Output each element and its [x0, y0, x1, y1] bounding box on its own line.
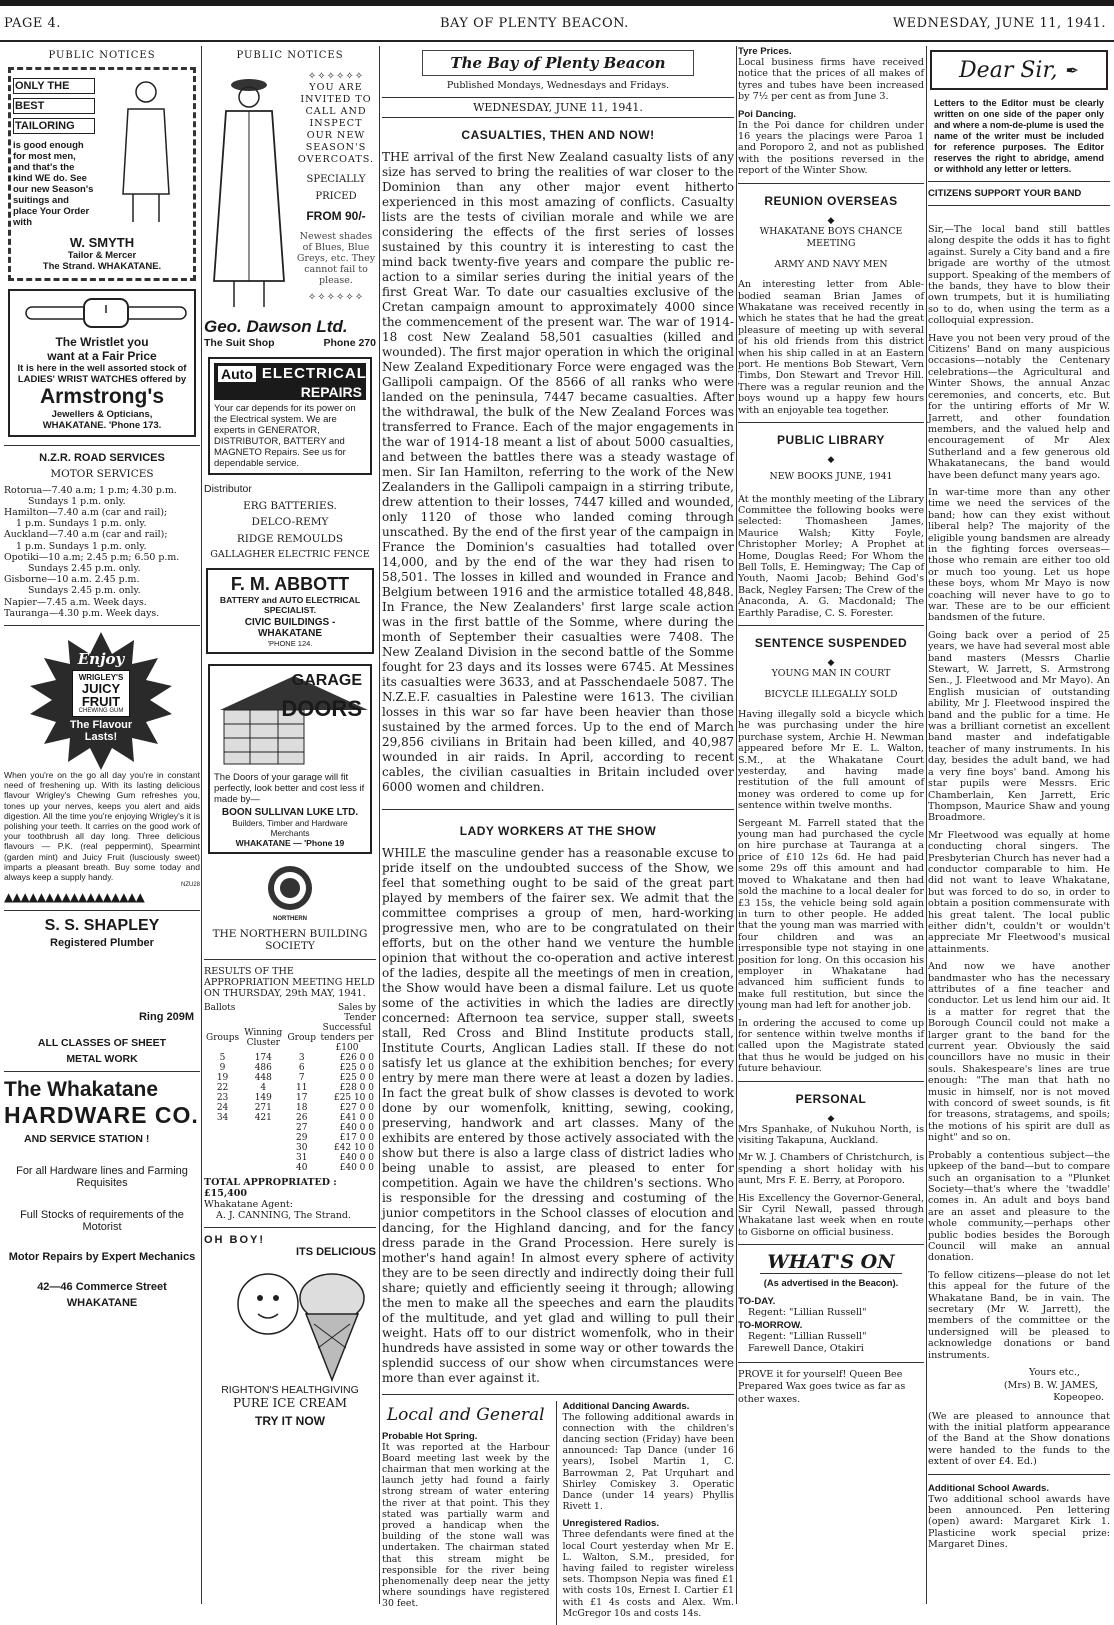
northern-agent: Whakatane Agent:	[204, 1198, 293, 1210]
table-cell	[241, 1123, 285, 1133]
dear-sir-text: Dear Sir,	[959, 57, 1058, 83]
radios-article: Three defendants were fined at the local Court yesterday when Mr E. L. Walton, S.M., presided, for having failed to register wireless sets. Thompson Nepia was fined £1 with costs 10s, Ernest I. Cartier £1 with £1 4s costs and Alex. Wm. McGregor 10s and costs 14s.	[562, 1529, 734, 1619]
garage-word: GARAGE	[291, 671, 362, 689]
table-header: Group	[287, 1032, 316, 1043]
tyre-article: Local business firms have received notice that the prices of all makes of tyres and tubes have been increased by 7½ per cent as from June 3.	[738, 57, 924, 103]
icecream-oh-boy: OH BOY!	[204, 1233, 266, 1246]
dawson-advert: ✧✧✧✧✧✧ YOU ARE INVITED TO CALL AND INSPECT OUR NEW SEASON'S OVERCOATS. SPECIALLY PRICED FROM 90/- Newest shades of Blues, Blue Greys, etc. They cannot fail to please. ✧✧✧✧✧✧	[204, 67, 376, 317]
table-cell: 24	[216, 1102, 229, 1113]
smyth-tag-2: BEST	[13, 98, 95, 114]
nzr-title: N.Z.R. ROAD SERVICES	[39, 452, 165, 464]
letter-yours: Yours etc.,	[1028, 1367, 1080, 1378]
top-rule	[0, 0, 1114, 6]
dawson-invite: YOU ARE INVITED TO CALL AND INSPECT OUR NEW SEASON'S OVERCOATS.	[297, 82, 375, 165]
band-para-8: To fellow citizens—please do not let this appeal for the future of the Whakatane Band, be in vain. The secretary (Mr W. Jarrett), the members of the committee or the undersigned will be pleased to acknowledge donations or band instruments.	[928, 1269, 1110, 1361]
northern-total: TOTAL APPROPRIATED : £15,400	[204, 1176, 337, 1199]
shapley-ring: Ring 209M	[138, 1011, 194, 1024]
library-sub: NEW BOOKS JUNE, 1941	[769, 471, 893, 483]
table-cell: £42 10 0	[333, 1142, 374, 1153]
wrigley-brand: WRIGLEY'S	[78, 672, 124, 682]
table-cell: 34	[216, 1112, 229, 1123]
library-article: At the monthly meeting of the Library Committee the following books were selected: Thomasheen James, Maurice Walsh; Kitty Foyle, Christopher Morley; A Prophet at Home, Douglas Reed; For Whom the Bell Tolls, E. Hemingway; The Cap of Youth, Naomi Jacob; Behind God's Back, Negley Farsen; The Crew of the Anaconda, A. G. Macdonald; The Earthly Paradise, C. S. Forester.	[738, 493, 924, 619]
reunion-sub-1: WHAKATANE BOYS CHANCE MEETING	[759, 225, 903, 250]
reunion-sub-2: ARMY AND NAVY MEN	[774, 258, 888, 270]
nzr-line: Napier—7.45 a.m. Week days.	[4, 596, 147, 608]
table-row	[204, 1103, 376, 1113]
column-2	[204, 46, 376, 1604]
hardware-name-1: The Whakatane	[4, 1078, 159, 1102]
letter-place: Kopeopeo.	[1053, 1392, 1104, 1403]
table-cell: 486	[254, 1062, 272, 1073]
abbott-addr: CIVIC BUILDINGS - WHAKATANE	[244, 616, 336, 639]
table-cell: 27	[295, 1122, 308, 1133]
band-para-2: Have you not been very proud of the Citizens' Band on many auspicious occasions—notably the Centenary celebrations—the Agricultural and Winter Shows, the annual Anzac ceremonies, and concerts, etc. But for the untiring efforts of Mr W. Jarrett, and other foundation members, and the valued help and encouragement of Mr Alex Sutherland and a few generous old Whakatanecans, the band would have been defunct many years ago.	[928, 332, 1110, 481]
hardware-line-1: For all Hardware lines and Farming Requisites	[16, 1165, 188, 1190]
doors-word: DOORS	[281, 695, 362, 721]
nzr-timetable	[4, 485, 200, 619]
table-cell: £25 0 0	[339, 1072, 374, 1083]
band-para-7: Probably a contentious subject—the upkeep of the band—but to compare such an organisation to a "Plunket Society—that's where the 'twaddle' comes in. An adult and boys band are an asset and pleasure to the whole community,—perhaps other public bodies besides the Borough Council will make an annual donation.	[928, 1149, 1110, 1264]
abbott-phone: 'PHONE 124.	[267, 638, 313, 648]
hardware-line-2: Full Stocks of requirements of the Motorist	[20, 1209, 184, 1234]
page-number: PAGE 4.	[4, 16, 61, 31]
tailor-figure-icon	[103, 74, 189, 224]
shapley-sub: Registered Plumber	[50, 937, 154, 950]
table-cell: £40 0 0	[339, 1122, 374, 1133]
radios-heading: Unregistered Radios.	[562, 1518, 659, 1530]
auto-word: Auto	[218, 366, 256, 382]
table-cell: 30	[295, 1142, 308, 1153]
wrigley-code: NZU28	[180, 882, 200, 889]
table-cell: 18	[295, 1102, 308, 1113]
wrigley-slogan-2: Lasts!	[84, 730, 118, 743]
boon-sub: Builders, Timber and Hardware Merchants	[232, 817, 348, 838]
table-cell: 31	[295, 1152, 308, 1163]
column-rule	[201, 46, 202, 1604]
whats-on-heading: WHAT'S ON	[760, 1251, 902, 1274]
band-para-3: In war-time more than any other time we need the services of the band; how can they exist without liberal help? The majority of the eligible young bandsmen are already in the fighting forces overseas—those who remain are either too old or much too young. Let us hope these boys, whom Mr Mayo is now coaching will never have to go to war. These are to be our efficient bandsmen of the future.	[928, 486, 1110, 624]
public-notices-header: PUBLIC NOTICES	[236, 50, 344, 61]
column-1	[4, 46, 200, 1604]
hot-spring-article: It was reported at the Harbour Board meeting last week by the chairman that men working at the launch jetty had found a fairly strong stream of water entering the river at that point. This they stated was partially warm and proved a handicap when the building of the stone wall was undertaken. The chairman stated that this stream might be responsible for the river being phenomenally deep near the jetty where soundings have registered 30 feet.	[382, 1441, 550, 1610]
today-item: Regent: "Lillian Russell"	[748, 1307, 867, 1319]
table-cell: £26 0 0	[339, 1052, 374, 1063]
ballots-label: Ballots	[204, 1002, 236, 1013]
smyth-addr: The Strand. WHAKATANE.	[42, 261, 162, 272]
table-cell: 11	[295, 1082, 308, 1093]
hardware-line-3: Motor Repairs by Expert Mechanics	[8, 1251, 196, 1264]
today-label: TO-DAY.	[738, 1296, 776, 1308]
table-cell	[204, 1123, 241, 1133]
beacon-title: The Bay of Plenty Beacon	[422, 50, 694, 76]
smyth-advert	[8, 67, 196, 281]
tomorrow-label: TO-MORROW.	[738, 1319, 803, 1331]
paper-name: BAY OF PLENTY BEACON.	[440, 16, 629, 31]
dawson-phone: Phone 270	[323, 337, 376, 349]
dancing-awards-article: The following additional awards in connection with the children's dancing section (Friday) have been announced: Tap Dance (under 16 years), Isobel Martin 1, C. Barrowman 2, Pat Urquhart and Shirley Comiskey 3. Operatic Dance (under 14 years) Phyllis Rivett 1.	[562, 1411, 734, 1513]
hot-spring-heading: Probable Hot Spring.	[382, 1430, 478, 1442]
sentence-para-2: Sergeant M. Farrell stated that the young man had purchased the cycle on hire purchase at Tauranga at a price of £10 12s 6d. He had paid some 29s off this amount and had moved to Whakatane and then had sold the machine to a local dealer for £3 15s, the vehicle being sold again in turn to other people. He added that the young man was married with four children and was an irresponsible type not staying in one position for long. On this occasion his employer in Whakatane had advanced him sufficient funds to make full restitution, but since the young man had left for another job.	[738, 817, 924, 1012]
table-row	[204, 1093, 376, 1103]
tomorrow-item-1: Regent: "Lillian Russell"	[748, 1330, 867, 1342]
sales-label-2: Tender	[344, 1012, 376, 1023]
masthead	[0, 0, 1114, 42]
table-cell: £40 0 0	[339, 1162, 374, 1173]
issue-date: WEDNESDAY, JUNE 11, 1941.	[892, 16, 1106, 31]
table-cell	[241, 1133, 285, 1143]
icecream-cone-icon	[214, 1264, 374, 1382]
table-row	[204, 1143, 376, 1153]
dawson-from: FROM 90/-	[306, 209, 366, 223]
table-cell: 7	[298, 1072, 305, 1083]
smyth-sub: Tailor & Mercer	[67, 250, 137, 261]
local-general-heading: Local and General	[386, 1404, 545, 1425]
table-cell: 5	[219, 1052, 226, 1063]
personal-heading: PERSONAL	[795, 1091, 867, 1106]
auto-electrical-advert	[208, 357, 372, 475]
dawson-shades: Newest shades of Blues, Blue Greys, etc. They cannot fail to please.	[296, 231, 376, 286]
table-cell: 421	[254, 1112, 272, 1123]
column-5	[928, 46, 1110, 1604]
column-4: Tyre Prices. Local business firms have received notice that the prices of all makes of tyres and tubes have been increased by 7½ per cent as from June 3. Poi Dancing. In the Poi dance for children under 16 years the placings were Paroa 1 and Poroporo 2, and not as published with the positions reversed in the report of the Winter Show. REUNION OVERSEAS ◆ WHAKATANE BOYS CHANCE MEETING ARMY AND NAVY MEN An interesting letter from Able-bodied seaman Brian James of Whakatane was received recently in which he states that he had the great pleasure of meeting up with several of his old friends from this district when his ship called in at an Eastern port. He mentions Bob Stewart, Vern Timbs, Don Stewart and Trevor Hill. There was a regular reunion and the boys wound up a happy few hours with an enjoyable tea together. PUBLIC LIBRARY ◆ NEW BOOKS JUNE, 1941 At the monthly meeting of the Library Committee the following books were selected: Thomasheen James, Maurice Walsh; Kitty Foyle, Christopher Morley; A Prophet at Home, Douglas Reed; For Whom the Bell Tolls, E. Hemingway; The Cap of Youth, Naomi Jacob; Behind God's Back, Negley Farsen; The Crew of the Anaconda, A. G. Macdonald; The Earthly Paradise, C. S. Forester. SENTENCE SUSPENDED ◆ YOUNG MAN IN COURT BICYCLE ILLEGALLY SOLD Having illegally sold a bicycle which he was purchasing under the hire purchase system, Archie H. Newman appeared before Mr E. L. Walton, S.M., at the Whakatane Court yesterday, and having made restitution of the full amount of money was ordered to come up for sentence within twelve months. Sergeant M. Farrell stated that the young man had purchased the cycle on hire purchase at Tauranga at a price of £10 12s 6d. He had paid some 29s off this amount and had moved to Whakatane and then had sold the machine to a local dealer for £3 15s, the vehicle being sold again in turn to other people. He added that the young man was married with four children and was an irresponsible type not staying in one position for long. On this occasion his employer in Whakatane had advanced him sufficient funds to make full restitution, but since the young man had left for another job. In ordering the accused to come up for sentence within twelve months if called upon the Magistrate stated that thus he would be judged on his future behaviour. PERSONAL ◆ Mrs Spanhake, of Nukuhou North, is visiting Takapuna, Auckland. Mr W. J. Chambers of Christchurch, is spending a short holiday with his aunt, Mrs F. E. Berry, at Poroporo. His Excellency the Governor-General, Sir Cyril Newall, passed through Whakatane last week when en route to Gisborne on official business. WHAT'S ON (As advertised in the Beacon). TO-DAY. Regent: "Lillian Russell" TO-MORROW. Regent: "Lillian Russell" Farewell Dance, Otakiri PROVE it for yourself! Queen Bee Prepared Wax goes twice as far as other waxes.	[738, 46, 924, 1405]
table-row	[204, 1113, 376, 1123]
electrical-word: ELECTRICAL	[261, 365, 367, 382]
auto-body: Your car depends for its power on the Electrical system. We are experts in GENERATOR, DISTRIBUTOR, BATTERY and MAGNETO Repairs. See us for dependable service.	[214, 403, 356, 469]
letter-signature: (Mrs) B. W. JAMES,	[1003, 1379, 1098, 1391]
table-cell: £17 0 0	[339, 1132, 374, 1143]
table-header: Winning Cluster	[244, 1027, 283, 1048]
auto-line-4: GALLAGHER ELECTRIC FENCE	[210, 549, 370, 560]
nzr-line: Opotiki—10 a.m; 2.45 p.m; 6.50 p.m.	[4, 551, 180, 563]
icecream-product: PURE ICE CREAM	[232, 1395, 347, 1410]
table-cell: 23	[216, 1092, 229, 1103]
auto-line-3: RIDGE REMOULDS	[236, 532, 344, 545]
smyth-name: W. SMYTH	[69, 235, 135, 250]
smyth-tag-1: ONLY THE	[13, 78, 95, 94]
table-cell	[204, 1143, 241, 1153]
table-row	[204, 1053, 376, 1063]
armstrong-addr: WHAKATANE. 'Phone 173.	[42, 420, 162, 431]
local-general-section	[382, 1401, 734, 1625]
nzr-sub: MOTOR SERVICES	[50, 468, 154, 480]
overcoat-figure-icon	[206, 71, 292, 311]
poi-heading: Poi Dancing.	[738, 108, 797, 120]
northern-badge-text: NORTHERN	[273, 915, 307, 922]
armstrong-name: Armstrong's	[39, 385, 164, 408]
shapley-work-2: METAL WORK	[66, 1053, 138, 1066]
table-cell: 19	[216, 1072, 229, 1083]
table-cell: 17	[295, 1092, 308, 1103]
abbott-spec: BATTERY and AUTO ELECTRICAL SPECIALIST.	[219, 594, 361, 615]
hardware-name-2: HARDWARE CO.	[4, 1102, 199, 1129]
shapley-work-1: ALL CLASSES OF SHEET	[37, 1037, 167, 1050]
wrigley-product-2: FRUIT	[81, 693, 121, 709]
table-cell	[204, 1163, 241, 1173]
dear-sir-logo	[930, 50, 1108, 90]
table-cell: 174	[254, 1052, 272, 1063]
beacon-date: WEDNESDAY, JUNE 11, 1941.	[382, 97, 734, 118]
table-row	[204, 1083, 376, 1093]
sentence-sub-1: YOUNG MAN IN COURT	[771, 668, 891, 679]
hardware-addr-2: WHAKATANE	[66, 1297, 138, 1310]
armstrong-head-2: want at a Fair Price	[47, 349, 157, 363]
auto-line-1: ERG BATTERIES.	[243, 499, 337, 512]
nzr-line: 1 p.m. Sundays 1 p.m. only.	[16, 540, 147, 552]
dawson-shop: The Suit Shop	[204, 337, 275, 349]
icecream-its-delicious: ITS DELICIOUS	[295, 1245, 376, 1258]
table-cell: 149	[254, 1092, 272, 1103]
smyth-tag-3: TAILORING	[13, 118, 95, 134]
library-heading: PUBLIC LIBRARY	[777, 433, 885, 448]
nzr-line: Rotorua—7.40 a.m; 1 p.m; 4.30 p.m.	[4, 484, 177, 496]
table-cell: £41 0 0	[339, 1112, 374, 1123]
garage-body: The Doors of your garage will fit perfectly, look better and cost less if made by—	[214, 771, 365, 805]
personal-para-3: His Excellency the Governor-General, Sir Cyril Newall, passed through Whakatane last week when en route to Gisborne on official business.	[738, 1192, 924, 1238]
table-cell: 26	[295, 1112, 308, 1123]
hardware-sub: AND SERVICE STATION !	[24, 1133, 150, 1146]
abbott-box	[206, 568, 374, 654]
smyth-body: is good enough for most men, and that's the kind WE do. See our new Season's suitings and place Your Order with	[13, 140, 94, 228]
icecream-advert	[204, 1234, 376, 1384]
personal-para-2: Mr W. J. Chambers of Christchurch, is spending a short holiday with his aunt, Mrs F. E. Berry, at Poroporo.	[738, 1152, 924, 1187]
school-awards-article: Two additional school awards have been announced. Pen lettering (open) award: Margaret Kirk 1. Plasticine work special prize: Margaret Dines.	[928, 1493, 1110, 1551]
nzr-line: Sundays 1 p.m. only.	[28, 495, 126, 507]
table-body	[204, 1053, 376, 1173]
sales-label-1: Sales by	[337, 1002, 376, 1013]
casualties-article: THE arrival of the first New Zealand casualty lists of any size has served to bring the realities of war closer to the Dominion than any other major event hitherto experienced in this most amazing of conflicts. Casualty lists are the tests of civilian morale and while we are considering the effects of the first series of losses sustained by this country it is interesting to cast the mind back twenty-five years and compare the public re-action to a similar series during the initial years of the first Great War. To date our casualties exclusive of the Cretan campaign amount to approximately 4000 since the commencement of the present war. The war of 1914-18 cost New Zealand 58,501 casualties (killed and wounded). The first major operation in which the original New Zealand Expeditionary Force were engaged was the Gallipoli campaign. Of the 8566 of all ranks who were landed on the peninsula, 7447 became casualties. After the withdrawal, the bulk of the New Zealand Forces was transferred to France. Each of the major engagements in the war of 1914-18 meant a list of about 5000 casualties, and between the battles there was a steady wastage of men. Sir Ian Hamilton, referring to the work of the New Zealanders in the Gallipoli campaign in a stirring tribute, drew attention to their losses, 7447 killed and wounded, only 1120 of those who landed coming through unscathed. By the end of the first year of the campaign in France the Dominion's casualties had totalled over 14,000, and by the end of the war they had risen to 58,501. The losses in killed and wounded in France and Belgium between 1916 and the armistice totalled 48,848. In France, the New Zealanders' first large scale action was in the first battle of the Somme, where during the month of September their casualties were 7408. The New Zealand Division in the second battle of the Somme fought for 23 days and its losses were 6745. At Messines its casualties were 3633, and at Passchendaele 5087. The N.Z.E.F. casualties in Palestine were 1613. The civilian losses in this war so far have been heavier than those sustained by the armed forces. Up to the end of March 29,856 civilians in Britain had been killed, and 40,987 wounded in air raids. In April, according to recent cables, the civilian casualties in Britain included over 6000 women and children.	[382, 149, 734, 794]
casualties-heading: CASUALTIES, THEN AND NOW!	[461, 127, 655, 142]
table-row	[204, 1073, 376, 1083]
column-3	[382, 46, 734, 1619]
triangle-border: ▲▲▲▲▲▲▲▲▲▲▲▲▲▲▲▲▲	[4, 890, 144, 905]
armstrong-body: It is here in the well assorted stock of LADIES' WRIST WATCHES offered by	[17, 363, 187, 385]
reunion-heading: REUNION OVERSEAS	[764, 193, 898, 208]
northern-results: RESULTS OF THE APPROPRIATION MEETING HELD ON THURSDAY, 29th MAY, 1941.	[204, 965, 375, 999]
repairs-word: REPAIRS	[214, 384, 366, 400]
table-cell: 271	[254, 1102, 272, 1113]
public-notices-header: PUBLIC NOTICES	[48, 50, 156, 61]
table-cell	[204, 1153, 241, 1163]
northern-results-table	[204, 1023, 376, 1173]
quill-icon: ✒	[1065, 60, 1079, 80]
northern-badge-icon	[266, 864, 314, 912]
table-cell: 4	[260, 1082, 267, 1093]
table-cell: 40	[295, 1162, 308, 1173]
table-header: Successful tenders per £100	[320, 1022, 374, 1053]
table-cell	[241, 1153, 285, 1163]
tomorrow-item-2: Farewell Dance, Otakiri	[748, 1343, 864, 1355]
table-row	[204, 1063, 376, 1073]
nzr-line: Tauranga—4.30 p.m. Week days.	[4, 607, 160, 619]
table-row	[204, 1123, 376, 1133]
wrigley-enjoy: Enjoy	[77, 649, 125, 668]
wrigley-body: When you're on the go all day you're in constant need of freshening up. With its lasting delicious flavour Wrigley's Chewing Gum refreshes you, tones up your nerves, keeps you alert and aids digestion. All the time you're enjoying Wrigley's it is polishing your teeth. It carries on the good work of your toothbrush all day long. Three delicious flavours — P.K. (real peppermint), Spearmint (garden mint) and Juicy Fruit (lusciously sweet) imparts a pleasant breath. Buy some today and always keep a supply handy.	[4, 769, 200, 882]
nzr-line: Gisborne—10 a.m. 2.45 p.m.	[4, 574, 140, 586]
distributor-label: Distributor	[204, 483, 252, 495]
table-cell: £40 0 0	[339, 1152, 374, 1163]
school-awards-heading: Additional School Awards.	[928, 1482, 1049, 1494]
armstrong-head-1: The Wristlet you	[55, 335, 149, 349]
table-cell	[241, 1143, 285, 1153]
band-para-1: Sir,—The local band still battles along despite the odds it has to fight against. Surely a City band and a fire brigade are worthy of the utmost support. Speaking of the members of the bands, they have to blow their own trumpets, but it is humiliating so to do, when using the term as a colloquial expression.	[928, 224, 1110, 327]
column-rule	[379, 46, 380, 1604]
gum-pack	[72, 670, 131, 717]
nzr-line: 1 p.m. Sundays 1 p.m. only.	[16, 518, 147, 530]
dawson-name: Geo. Dawson Ltd.	[204, 317, 348, 336]
dawson-special: SPECIALLY	[306, 174, 366, 185]
table-cell: 3	[298, 1052, 305, 1063]
table-cell: 448	[254, 1072, 272, 1083]
northern-title-1: THE NORTHERN BUILDING	[212, 927, 368, 940]
band-heading: CITIZENS SUPPORT YOUR BAND	[928, 188, 1082, 199]
icecream-try: TRY IT NOW	[255, 1413, 325, 1428]
band-para-4: Going back over a period of 25 years, we have had several most able band masters (Messrs Charlie Stewart, W. Jarrett, S. Armstrong Sen., J. Fleetwood and Mr Mayo). An English musician of outstanding ability, Mr J. Fleetwood inspired the band and the public for a time. He was a brilliant cornetist an excellent band master and indefatigable teacher of many instruments. In his day, besides the adult band, we had a very fine boys' band. Among his star pupils were Messrs. Eric Chamberlain, Ken Jarrett, Eric Thompson, Maurice Shaw and young Broadmore.	[928, 629, 1110, 824]
personal-para-1: Mrs Spanhake, of Nukuhou North, is visiting Takapuna, Auckland.	[738, 1123, 924, 1146]
boon-addr: WHAKATANE — 'Phone 19	[235, 837, 345, 848]
table-cell	[204, 1133, 241, 1143]
sentence-para-3: In ordering the accused to come up for sentence within twelve months if called upon the Magistrate stated that thus he would be judged on his future behaviour.	[738, 1017, 924, 1075]
editor-note: (We are pleased to announce that with the initial platform appearance of the Band at the Show donations were handed to the funds to the extent of over £4. Ed.)	[928, 1410, 1110, 1468]
wrigley-gum: CHEWING GUM	[78, 707, 124, 714]
table-cell: £28 0 0	[339, 1082, 374, 1093]
table-row	[204, 1133, 376, 1143]
beacon-published: Published Mondays, Wednesdays and Fridays.	[446, 80, 670, 91]
armstrong-sub: Jewellers & Opticians,	[51, 409, 153, 420]
auto-line-2: DELCO-REMY	[251, 516, 329, 528]
nzr-line: Sundays 2.45 p.m. only.	[28, 562, 141, 574]
table-row	[204, 1163, 376, 1173]
tyre-heading: Tyre Prices.	[738, 46, 792, 57]
wristwatch-icon	[16, 295, 196, 331]
table-header: Groups	[206, 1032, 240, 1043]
armstrong-advert	[8, 289, 196, 437]
icecream-brand: RIGHTON'S HEALTHGIVING	[221, 1383, 359, 1396]
nzr-line: Auckland—7.40 a.m (car and rail);	[4, 529, 168, 541]
northern-advert	[204, 864, 376, 953]
dawson-priced: PRICED	[315, 190, 357, 202]
band-para-5: Mr Fleetwood was equally at home conducting choral singers. The Presbyterian Church has never had a conductor comparable to him. He did not want to leave Whakatane, but was forced to do so, in order to obtain a position commensurate with his great talent. The local public either didn't, couldn't or wouldn't appreciate Mr Fleetwood's musical attainments.	[928, 829, 1110, 955]
wrigley-product-1: JUICY	[81, 680, 121, 696]
table-cell	[241, 1163, 285, 1173]
nzr-line: Hamilton—7.40 a.m (car and rail);	[4, 506, 168, 518]
sentence-para-1: Having illegally sold a bicycle which he was purchasing under the hire purchase system, Archie H. Newman appeared before Mr E. L. Walton, S.M., at the Whakatane Court yesterday, and having made restitution of the full amount of money was ordered to come up for sentence within twelve months.	[738, 709, 924, 812]
garage-doors-advert	[208, 664, 372, 854]
whats-on-sub: (As advertised in the Beacon).	[763, 1277, 899, 1289]
wrigley-slogan-1: The Flavour	[69, 718, 133, 731]
abbott-name: F. M. ABBOTT	[230, 573, 350, 594]
lady-workers-heading: LADY WORKERS AT THE SHOW	[459, 823, 657, 838]
northern-agent-name: A. J. CANNING, The Strand.	[216, 1209, 351, 1221]
band-para-6: And now we have another bandmaster who has the necessary attributes of a fine teacher and conductor. Let us lend him our aid. It is a matter for regret that the Borough Council could not make a larger grant to the band for the current year. Obviously the said councillors have no music in their souls. Shakespeare's lines are true enough: "The man that hath no music in himself, nor is not moved with concord of sweet sounds, is fit for treasons, stratagems, and spoils; the motions of his spirit are dull as night" and so on.	[928, 961, 1110, 1144]
table-cell: £25 0 0	[339, 1062, 374, 1073]
table-row	[204, 1153, 376, 1163]
sentence-heading: SENTENCE SUSPENDED	[754, 636, 908, 650]
shapley-name: S. S. SHAPLEY	[44, 917, 160, 935]
sentence-sub-2: BICYCLE ILLEGALLY SOLD	[764, 688, 898, 700]
reunion-article: An interesting letter from Able-bodied seaman Brian James of Whakatane was received recently in which he states that he had the great pleasure of meeting up with several of his old friends from this district when his ship called in at an Eastern port. He mentions Bob Stewart, Vern Timbs, Don Stewart and Trevor Hill. There was a regular reunion and the boys wound up a happy few hours with an enjoyable tea together.	[738, 279, 924, 416]
northern-title-2: SOCIETY	[265, 940, 315, 952]
queen-bee-advert: PROVE it for yourself! Queen Bee Prepared Wax goes twice as far as other waxes.	[738, 1368, 906, 1405]
poi-article: In the Poi dance for children under 16 years the placings were Paroa 1 and Poroporo 2, and not as published with the positions reversed in the report of the Winter Show.	[738, 119, 924, 177]
letters-note: Letters to the Editor must be clearly written on one side of the paper only and where a nom-de-plume is used the name of the writer must be included for reference purposes. The Editor reserves the right to abridge, amend or withhold any letter or letters.	[934, 98, 1104, 174]
column-rule	[926, 46, 927, 1604]
hardware-addr-1: 42—46 Commerce Street	[37, 1281, 167, 1294]
table-cell: 29	[295, 1132, 308, 1143]
table-cell: £25 10 0	[333, 1092, 374, 1103]
table-cell: £27 0 0	[339, 1102, 374, 1113]
boon-name: BOON SULLIVAN LUKE LTD.	[221, 806, 359, 818]
table-cell: 22	[216, 1082, 229, 1093]
table-cell: 6	[298, 1062, 305, 1073]
lady-workers-article: WHILE the masculine gender has a reasonable excuse to pride itself on the undoubted success of the Show, we feel that something ought to be said of the great part played by members of the fairer sex. We admit that the committee comprises a group of men, hard-working progressive men, who are to be congratulated on their efforts, but on the other hand we venture the humble opinion that without the co-operation and active interest of the ladies, despite all the meetings of men in creation, the Show would have been a dismal failure. Let us quote some of the activities in which the ladies are directly concerned: Afternoon tea service, supper stall, sweets stall, Red Cross and Blind Institute products stall, Institute Courts, Anglican Ladies stall. If these do not satisfy let us glance at the exhibition benches; for every entry by mere man there were at least a dozen by ladies. In fact the great bulk of show classes is devoted to work done by our womenfolk, knitting, sewing, cooking, preserving, handwork and art classes. Many of the exhibits are entered by those actively associated with the show but there is also a large class of district ladies who being unable to assist, are pleased to enter for competition. Again we have the children's sections. Who is responsible for the dressing and costuming of the junior competitors in the School classes of elocution and dancing, for the Highland dancing, and for the fancy dress parade in the Grand Procession. Here surely is mother's hand again! In almost every sphere of activity they are to be seen directly and indirectly doing their full share; quietly and efficiently seeing it through; allowing the men to make all the speeches and earn the plaudits of the multitude, and yet glad and willing to pull their weight. Hats off to our district womenfolk, who in their hundreds have assisted in some way or other towards the splendid success of our show when circumstances were more than ever against it.	[382, 845, 734, 1385]
nzr-line: Sundays 2.45 p.m. only.	[28, 585, 141, 597]
dancing-awards-heading: Additional Dancing Awards.	[562, 1400, 690, 1412]
table-cell: 9	[219, 1062, 226, 1073]
wrigley-advert	[4, 632, 200, 770]
column-rule	[736, 46, 737, 1604]
